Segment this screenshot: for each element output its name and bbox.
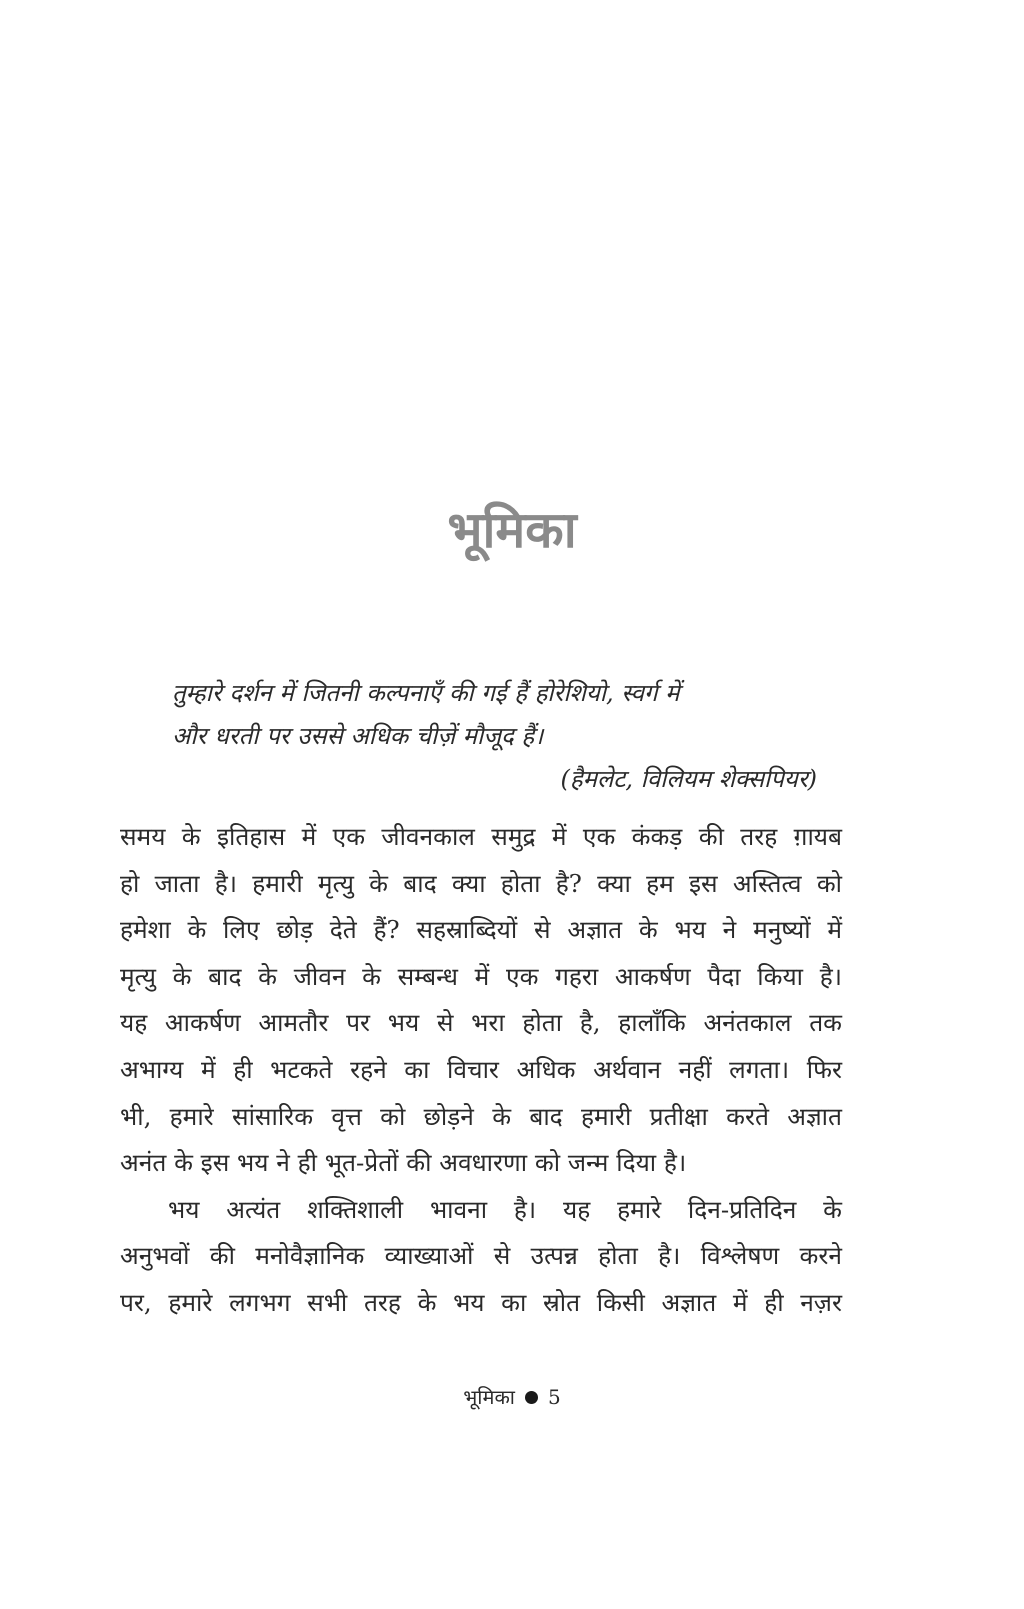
body-line: अनंत के इस भय ने ही भूत-प्रेतों की अवधारणा को जन्म दिया है। <box>120 1148 687 1178</box>
body-line: पर, हमारे लगभग सभी तरह के भय का स्रोत किसी अज्ञात में ही नज़र <box>120 1287 842 1317</box>
body-line: यह आकर्षण आमतौर पर भय से भरा होता है, हालाँकि अनंतकाल तक <box>120 1008 842 1038</box>
bullet-icon <box>525 1391 538 1404</box>
body-line: भय अत्यंत शक्तिशाली भावना है। यह हमारे दिन-प्रतिदिन के <box>168 1194 842 1224</box>
page-title: भूमिका <box>447 501 577 559</box>
body-line: हो जाता है। हमारी मृत्यु के बाद क्या होता है? क्या हम इस अस्तित्व को <box>120 868 842 898</box>
epigraph <box>172 672 817 801</box>
epigraph-line: तुम्हारे दर्शन में जितनी कल्पनाएँ की गई हैं होरेशियो, स्वर्ग में <box>172 679 680 707</box>
body-text <box>120 814 842 1327</box>
body-line: भी, हमारे सांसारिक वृत्त को छोड़ने के बाद हमारी प्रतीक्षा करते अज्ञात <box>120 1101 842 1131</box>
body-line: अनुभवों की मनोवैज्ञानिक व्याख्याओं से उत्पन्न होता है। विश्लेषण करने <box>120 1241 842 1271</box>
footer-label: भूमिका <box>463 1385 515 1409</box>
page-footer <box>0 1383 1024 1410</box>
epigraph-attribution: (हैमलेट, विलियम शेक्सपियर) <box>560 765 817 793</box>
body-line: हमेशा के लिए छोड़ देते हैं? सहस्राब्दियों से अज्ञात के भय ने मनुष्यों में <box>120 915 842 945</box>
epigraph-line: और धरती पर उससे अधिक चीज़ें मौजूद हैं। <box>172 722 544 750</box>
body-line: समय के इतिहास में एक जीवनकाल समुद्र में एक कंकड़ की तरह ग़ायब <box>120 822 842 851</box>
body-line: मृत्यु के बाद के जीवन के सम्बन्ध में एक गहरा आकर्षण पैदा किया है। <box>120 961 842 991</box>
body-line: अभाग्य में ही भटकते रहने का विचार अधिक अर्थवान नहीं लगता। फिर <box>120 1054 842 1084</box>
page-number: 5 <box>548 1385 561 1409</box>
